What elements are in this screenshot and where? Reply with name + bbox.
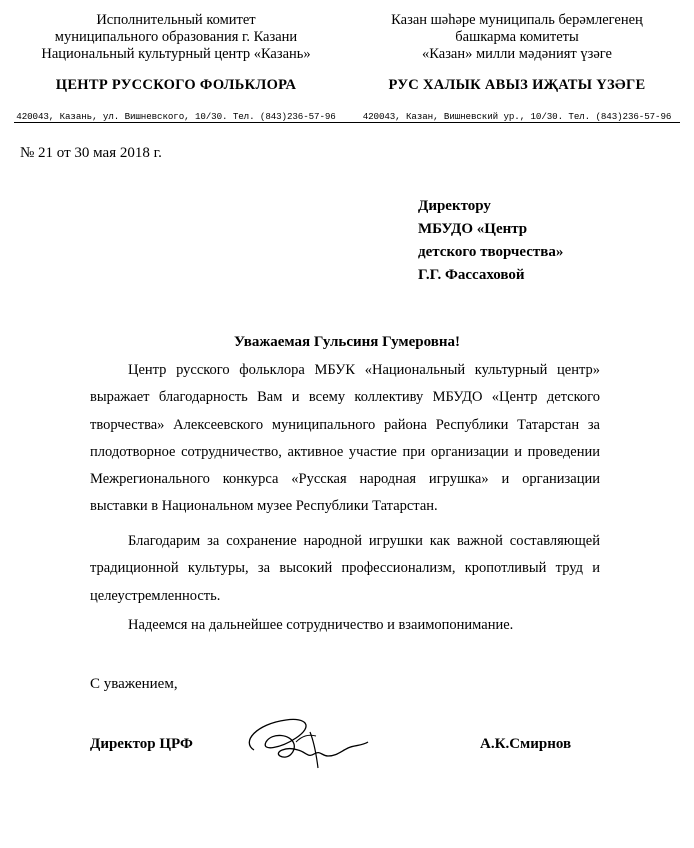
header-left-line1: Исполнительный комитет — [96, 12, 256, 28]
greeting: Уважаемая Гульсиня Гумеровна! — [233, 334, 460, 350]
header-right-block — [354, 12, 680, 125]
paragraph-text: Надеемся на дальнейшее сотрудничество и взаимопонимание. — [128, 617, 514, 633]
header-right-address: 420043, Казан, Вишневский ур., 10/30. Тел. (843)236-57-96 — [362, 111, 672, 122]
closing: С уважением, — [90, 676, 178, 692]
header-right-line2: башкарма комитеты — [455, 29, 579, 45]
body-paragraph-2 — [90, 528, 600, 610]
header-left-title: ЦЕНТР РУССКОГО ФОЛЬКЛОРА — [55, 77, 297, 93]
header-right-title: РУС ХАЛЫК АВЫЗ ИҖАТЫ ҮЗӘГЕ — [388, 77, 646, 93]
handwritten-signature — [236, 712, 376, 772]
body-paragraph-1 — [90, 357, 600, 521]
signatory-title: Директор ЦРФ — [90, 736, 193, 752]
header-left-block — [14, 12, 338, 125]
header-right-line1: Казан шәһәре муниципаль берәмлегенең — [391, 12, 643, 28]
body-paragraph-3 — [90, 612, 600, 639]
paragraph-text: Центр русского фольклора МБУК «Национальный культурный центр» выражает благодарность Вам и всему коллективу МБУДО «Центр детского творчества» Алексеевского муниципального района Республики Татарстан за плодотворное сотрудничество, активное участие при организации и проведении Межрегионального конкурса «Русская народная игрушка» и организации выставки в Национальном музее Республики Татарстан. — [90, 362, 600, 515]
paragraph-text: Благодарим за сохранение народной игрушки как важной составляющей традиционной культуры, за высокий профессионализм, кропотливый труд и целеустремленность. — [90, 533, 600, 604]
header-right-line3: «Казан» милли мәдәният үзәге — [422, 46, 612, 62]
addressee-line3: детского творчества» — [418, 244, 564, 260]
header-left-line2: муниципального образования г. Казани — [54, 29, 298, 45]
addressee-line1: Директору — [418, 198, 491, 214]
addressee-block — [418, 195, 563, 287]
signatory-name: А.К.Смирнов — [480, 736, 572, 752]
header-divider — [14, 122, 680, 123]
header-left-address: 420043, Казань, ул. Вишневского, 10/30. Тел. (843)236-57-96 — [16, 111, 336, 122]
letter-number: № 21 от 30 мая 2018 г. — [20, 145, 162, 161]
addressee-line4: Г.Г. Фассаховой — [418, 267, 525, 283]
header-left-line3: Национальный культурный центр «Казань» — [41, 46, 311, 62]
addressee-line2: МБУДО «Центр — [418, 221, 528, 237]
